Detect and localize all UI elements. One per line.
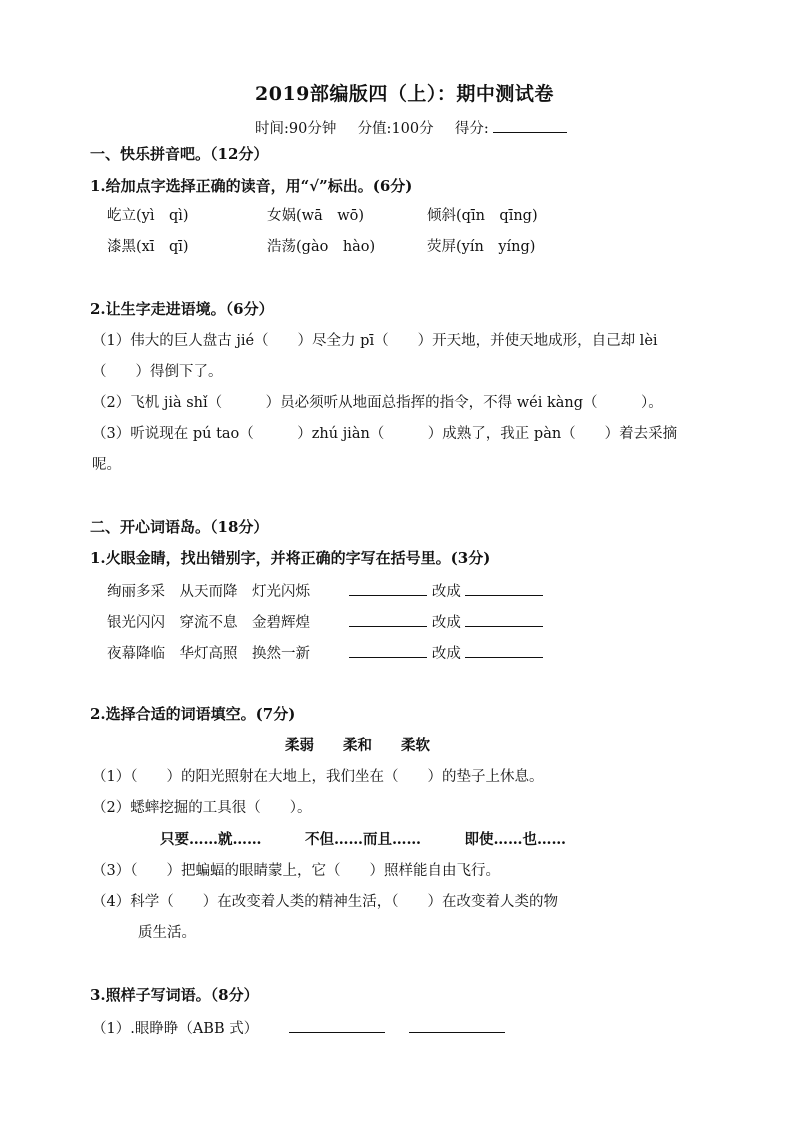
typo-row xyxy=(107,611,543,633)
question-line: （4）科学（ ）在改变着人类的精神生活，（ ）在改变着人类的物 xyxy=(92,894,558,910)
exam-meta xyxy=(255,117,567,139)
question-line: 呢。 xyxy=(92,457,121,473)
section1-heading: 一、快乐拼音吧。（12分） xyxy=(90,145,269,163)
question-line: （2）飞机 jià shǐ（ ）员必须听从地面总指挥的指令，不得 wéi kàng（ ）。 xyxy=(92,395,663,411)
question-line: （3）听说现在 pú tao（ ）zhú jiàn（ ）成熟了，我正 pàn（ ）着去采摘 xyxy=(92,426,678,442)
question-line: （1）（ ）的阳光照射在大地上，我们坐在（ ）的垫子上休息。 xyxy=(92,769,544,785)
question-line: 质生活。 xyxy=(138,925,196,941)
typo-words: 银光闪闪 穿流不息 金碧辉煌 xyxy=(107,615,310,631)
typo-row xyxy=(107,580,543,602)
pinyin-choice[interactable]: 女娲(wā wō) xyxy=(267,208,365,224)
wrong-char-blank[interactable] xyxy=(349,611,427,627)
s2-q2-heading: 2.选择合适的词语填空。(7分) xyxy=(90,705,296,723)
question-line: （2）蟋蟀挖掘的工具很（ ）。 xyxy=(92,800,312,816)
s2-q1-heading: 1.火眼金睛，找出错别字，并将正确的字写在括号里。(3分) xyxy=(90,549,491,567)
time-label: 时间:90分钟 xyxy=(255,121,337,137)
word-pattern-row xyxy=(92,1017,505,1039)
question-line: （3）（ ）把蝙蝠的眼睛蒙上，它（ ）照样能自由飞行。 xyxy=(92,863,500,879)
typo-words: 绚丽多采 从天而降 灯光闪烁 xyxy=(107,584,310,600)
change-label: 改成 xyxy=(431,584,461,600)
question-line: （ ）得倒下了。 xyxy=(92,364,223,380)
word-bank: 柔弱 柔和 柔软 xyxy=(285,737,430,754)
typo-words: 夜幕降临 华灯高照 换然一新 xyxy=(107,646,310,662)
correct-char-blank[interactable] xyxy=(465,642,543,658)
conjunction-bank: 只要……就…… 不但……而且…… 即使……也…… xyxy=(160,831,566,848)
pattern-example: （1）.眼睁睁（ABB 式） xyxy=(92,1021,259,1037)
s1-q2-heading: 2.让生字走进语境。（6分） xyxy=(90,300,274,318)
score-blank[interactable] xyxy=(493,117,567,133)
question-line: （1）伟大的巨人盘古 jié（ ）尽全力 pī（ ）开天地，并使天地成形，自己却 lèi xyxy=(92,333,658,349)
answer-blank[interactable] xyxy=(409,1017,505,1033)
change-label: 改成 xyxy=(431,646,461,662)
s2-q3-heading: 3.照样子写词语。（8分） xyxy=(90,986,259,1004)
section2-heading: 二、开心词语岛。（18分） xyxy=(90,518,269,536)
points-label: 分值:100分 xyxy=(357,121,434,137)
typo-row xyxy=(107,642,543,664)
correct-char-blank[interactable] xyxy=(465,580,543,596)
score-label: 得分: xyxy=(454,121,489,137)
wrong-char-blank[interactable] xyxy=(349,642,427,658)
pinyin-choice[interactable]: 荧屏(yín yíng) xyxy=(427,239,536,255)
pinyin-choice[interactable]: 屹立(yì qì) xyxy=(107,208,189,224)
pinyin-choice[interactable]: 倾斜(qīn qīng) xyxy=(427,208,538,224)
page-title: 2019部编版四（上）：期中测试卷 xyxy=(255,83,554,105)
answer-blank[interactable] xyxy=(289,1017,385,1033)
s1-q1-heading: 1.给加点字选择正确的读音，用“√”标出。(6分) xyxy=(90,177,413,195)
correct-char-blank[interactable] xyxy=(465,611,543,627)
pinyin-choice[interactable]: 浩荡(gào hào) xyxy=(267,239,376,255)
change-label: 改成 xyxy=(431,615,461,631)
pinyin-choice[interactable]: 漆黑(xī qī) xyxy=(107,239,189,255)
wrong-char-blank[interactable] xyxy=(349,580,427,596)
